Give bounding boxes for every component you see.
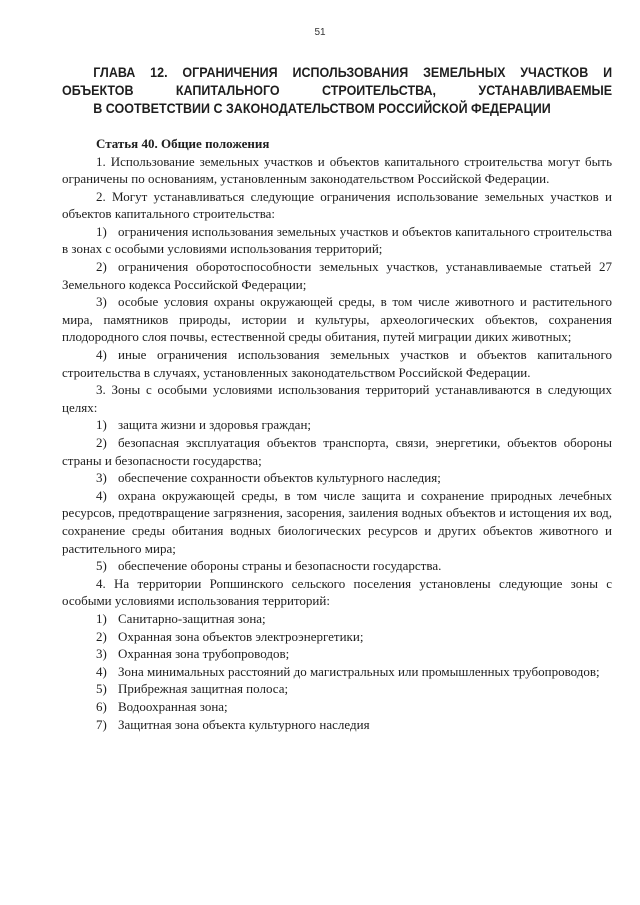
list-item-number: 3) [96, 646, 107, 662]
list-item-number: 2) [96, 259, 107, 275]
list-item-text: обеспечение обороны страны и безопасности государства. [118, 558, 442, 574]
paragraph-4: 4. На территории Ропшинского сельского поселения установлены следующие зоны с особыми условиями использования территорий: [62, 575, 612, 609]
list-item-number: 1) [96, 610, 107, 626]
list-item-text: обеспечение сохранности объектов культурного наследия; [118, 470, 441, 486]
list-item-number: 3) [96, 294, 107, 310]
article-title: Статья 40. Общие положения [96, 136, 270, 151]
list-item-text: ограничения оборотоспособности земельных участков, устанавливаемые статьей 27 Земельного кодекса Российской Федерации; [62, 259, 612, 292]
list-item [62, 346, 612, 381]
list-item-number: 7) [96, 716, 107, 732]
list-item [62, 487, 612, 557]
list-item-number: 1) [96, 223, 107, 239]
list-item-number: 6) [96, 698, 107, 714]
list-item [62, 645, 612, 663]
list-item-number: 5) [96, 681, 107, 697]
list-item-text: Санитарно-защитная зона; [118, 610, 266, 626]
list-item [62, 680, 612, 698]
list-item-text: Прибрежная защитная полоса; [118, 681, 289, 697]
list-item-number: 1) [96, 417, 107, 433]
page-content [62, 64, 612, 733]
list-item-number: 5) [96, 558, 107, 574]
restrictions-list [62, 223, 612, 381]
paragraph-3: 3. Зоны с особыми условиями использования территорий устанавливаются в следующих целях: [62, 382, 612, 415]
list-item-number: 2) [96, 435, 107, 450]
list-item [62, 663, 612, 681]
list-item [62, 223, 612, 258]
list-item-number: 4) [96, 663, 107, 679]
list-item-text: Зона минимальных расстояний до магистральных или промышленных трубопроводов; [118, 663, 600, 679]
list-item-number: 3) [96, 470, 107, 486]
paragraph-1: 1. Использование земельных участков и объектов капитального строительства могут быть ограничены по основаниям, установленным законодательством Российской Федерации. [62, 153, 612, 187]
zone-purposes-list [62, 416, 612, 574]
list-item [62, 716, 612, 734]
list-item-text: защита жизни и здоровья граждан; [118, 417, 312, 433]
chapter-title-text: ГЛАВА 12. ОГРАНИЧЕНИЯ ИСПОЛЬЗОВАНИЯ ЗЕМЕЛЬНЫХ УЧАСТКОВ И ОБЪЕКТОВ КАПИТАЛЬНОГО СТРОИТЕЛЬСТВА, УСТАНАВЛИВАЕМЫЕ [62, 65, 613, 98]
list-item-number: 2) [96, 628, 107, 644]
chapter-title [62, 64, 612, 118]
list-item [62, 610, 612, 628]
list-item-text: Водоохранная зона; [118, 698, 228, 714]
list-item [62, 293, 612, 346]
list-item-text: Охранная зона трубопроводов; [118, 646, 290, 662]
zones-list [62, 610, 612, 733]
list-item [62, 258, 612, 293]
list-item-text: охрана окружающей среды, в том числе защита и сохранение природных лечебных ресурсов, предотвращение загрязнения, засорения, заиления водных объектов и истощения их вод, сохранение среды обитания водных биологических ресурсов и других объектов животного и растительного мира; [62, 487, 612, 556]
list-item [62, 557, 612, 575]
list-item-text: Защитная зона объекта культурного наследия [118, 716, 370, 732]
list-item [62, 698, 612, 716]
list-item [62, 469, 612, 487]
page-number: 51 [314, 27, 326, 38]
list-item-text: иные ограничения использования земельных участков и объектов капитального строительства в случаях, установленных законодательством Российской Федерации. [62, 347, 612, 380]
list-item [62, 434, 612, 469]
list-item-text: ограничения использования земельных участков и объектов капитального строительства в зонах с особыми условиями использования территорий; [62, 223, 612, 257]
list-item-text: безопасная эксплуатация объектов транспорта, связи, энергетики, объектов обороны страны и безопасности государства; [62, 435, 612, 468]
list-item-text: Охранная зона объектов электроэнергетики; [118, 628, 364, 644]
chapter-title-last-line: В СООТВЕТСТВИИ С ЗАКОНОДАТЕЛЬСТВОМ РОССИЙСКОЙ ФЕДЕРАЦИИ [93, 101, 551, 116]
list-item-text: особые условия охраны окружающей среды, в том числе животного и растительного мира, памятников природы, истории и культуры, археологических объектов, сохранения плодородного слоя почвы, естественной среды обитания, путей миграции диких животных; [62, 294, 612, 345]
paragraph-2: 2. Могут устанавливаться следующие ограничения использование земельных участков и объектов капитального строительства: [62, 188, 612, 222]
list-item [62, 416, 612, 434]
list-item [62, 628, 612, 646]
list-item-number: 4) [96, 487, 107, 503]
list-item-number: 4) [96, 347, 107, 363]
